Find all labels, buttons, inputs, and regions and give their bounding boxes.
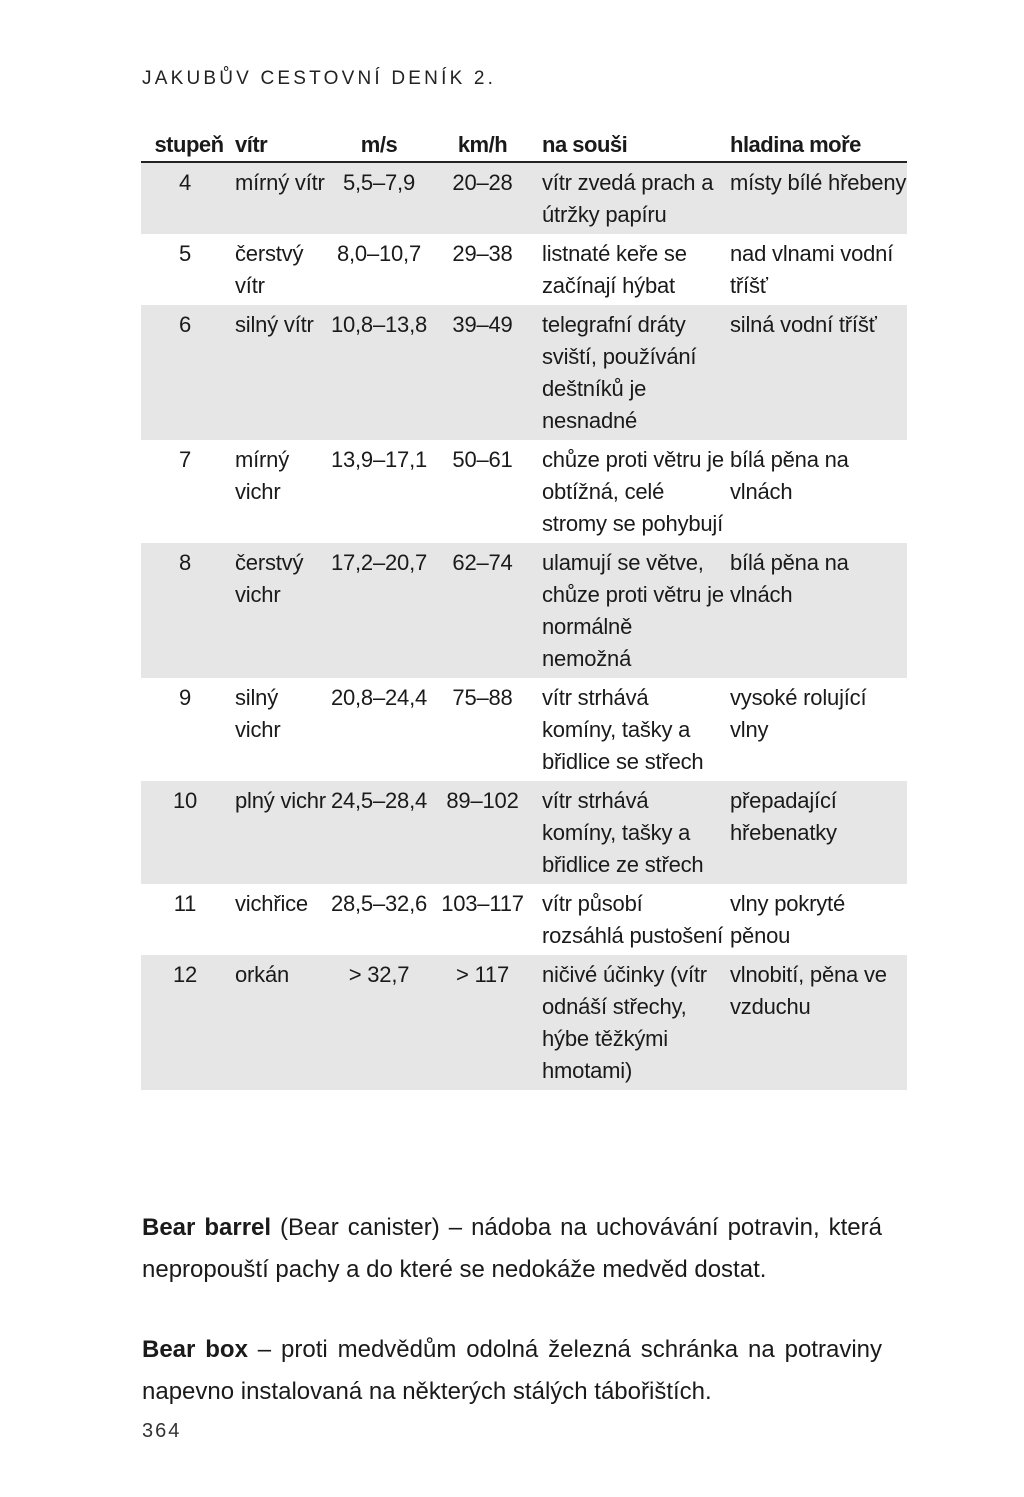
cell-kmh: 62–74 (429, 543, 536, 678)
table-row (141, 781, 907, 884)
cell-wind: mírný vichr (235, 447, 290, 504)
cell-ms: > 32,7 (329, 955, 429, 1090)
entry-definition: (Bear canister) – nádoba na uchovávání potravin, která nepropouští pachy a do které se nedokáže medvěd dostat. (142, 1214, 882, 1283)
table-row (141, 305, 907, 440)
header-land: na souši (536, 128, 724, 162)
table-row (141, 884, 907, 955)
cell-degree: 11 (173, 891, 197, 916)
cell-degree: 12 (141, 955, 229, 1090)
table-body (141, 162, 907, 1090)
cell-ms: 20,8–24,4 (330, 685, 428, 710)
header-ms: m/s (329, 128, 429, 162)
cell-degree: 8 (141, 543, 229, 678)
cell-ms: 10,8–13,8 (329, 305, 429, 440)
glossary-entry-bear-box (142, 1329, 882, 1413)
cell-sea: místy bílé hřebeny (724, 162, 907, 234)
table-row (141, 234, 907, 305)
glossary-entry-bear-barrel (142, 1207, 882, 1291)
entry-definition: – proti medvědům odolná železná schránka na potraviny napevno instalovaná na některých stálých tábořištích. (142, 1336, 882, 1405)
cell-sea: silná vodní tříšť (724, 305, 907, 440)
cell-sea: nad vlnami vodní tříšť (730, 241, 894, 298)
page-number: 364 (142, 1420, 182, 1442)
wind-scale-table-container (141, 128, 907, 1090)
table-row (141, 678, 907, 781)
cell-degree: 4 (141, 162, 229, 234)
wind-scale-table (141, 128, 907, 1090)
cell-wind: orkán (229, 955, 329, 1090)
table-header-row (141, 128, 907, 162)
running-head: JAKUBŮV CESTOVNÍ DENÍK 2. (142, 68, 497, 89)
cell-land: vítr strhává komíny, tašky a břidlice se střech (542, 685, 704, 774)
cell-land: telegrafní dráty sviští, používání deštníků je nesnadné (536, 305, 724, 440)
cell-kmh: 89–102 (429, 781, 536, 884)
cell-sea: vlny pokryté pěnou (730, 891, 845, 948)
cell-wind: mírný vítr (229, 162, 329, 234)
cell-kmh: 20–28 (429, 162, 536, 234)
cell-degree: 10 (141, 781, 229, 884)
cell-kmh: 29–38 (452, 241, 513, 266)
cell-kmh: 50–61 (452, 447, 513, 472)
cell-land: chůze proti větru je obtížná, celé stromy se pohybují (542, 447, 724, 536)
cell-land: listnaté keře se začínají hýbat (542, 241, 687, 298)
cell-land: vítr působí rozsáhlá pustošení (542, 891, 724, 948)
table-row (141, 162, 907, 234)
cell-land: ulamují se větve, chůze proti větru je normálně nemožná (536, 543, 724, 678)
entry-term: Bear barrel (142, 1214, 272, 1241)
cell-degree: 7 (178, 447, 192, 472)
cell-ms: 28,5–32,6 (330, 891, 428, 916)
cell-land: vítr strhává komíny, tašky a břidlice ze střech (536, 781, 724, 884)
cell-ms: 17,2–20,7 (329, 543, 429, 678)
cell-ms: 24,5–28,4 (329, 781, 429, 884)
cell-ms: 5,5–7,9 (329, 162, 429, 234)
cell-sea: vlnobití, pěna ve vzduchu (724, 955, 907, 1090)
cell-sea: bílá pěna na vlnách (730, 447, 849, 504)
cell-kmh: 39–49 (429, 305, 536, 440)
cell-wind: čerstvý vichr (229, 543, 329, 678)
cell-wind: čerstvý vítr (235, 241, 304, 298)
cell-sea: vysoké rolující vlny (730, 685, 867, 742)
table-row (141, 955, 907, 1090)
cell-ms: 8,0–10,7 (336, 241, 422, 266)
cell-degree: 5 (178, 241, 192, 266)
cell-kmh: > 117 (429, 955, 536, 1090)
header-degree: stupeň (141, 128, 229, 162)
cell-sea: bílá pěna na vlnách (724, 543, 907, 678)
cell-sea: přepadající hřebenatky (724, 781, 907, 884)
table-row (141, 440, 907, 543)
cell-kmh: 103–117 (441, 891, 524, 916)
header-kmh: km/h (429, 128, 536, 162)
header-sea: hladina moře (724, 128, 907, 162)
cell-degree: 9 (178, 685, 192, 710)
table-row (141, 543, 907, 678)
cell-wind: silný vítr (229, 305, 329, 440)
entry-term: Bear box (142, 1336, 248, 1363)
cell-wind: silný vichr (235, 685, 281, 742)
cell-degree: 6 (141, 305, 229, 440)
cell-ms: 13,9–17,1 (330, 447, 428, 472)
cell-kmh: 75–88 (452, 685, 513, 710)
cell-wind: vichřice (235, 891, 308, 916)
cell-land: vítr zvedá prach a útržky papíru (536, 162, 724, 234)
cell-wind: plný vichr (229, 781, 329, 884)
cell-land: ničivé účinky (vítr odnáší střechy, hýbe těžkými hmotami) (536, 955, 724, 1090)
header-wind: vítr (229, 128, 329, 162)
